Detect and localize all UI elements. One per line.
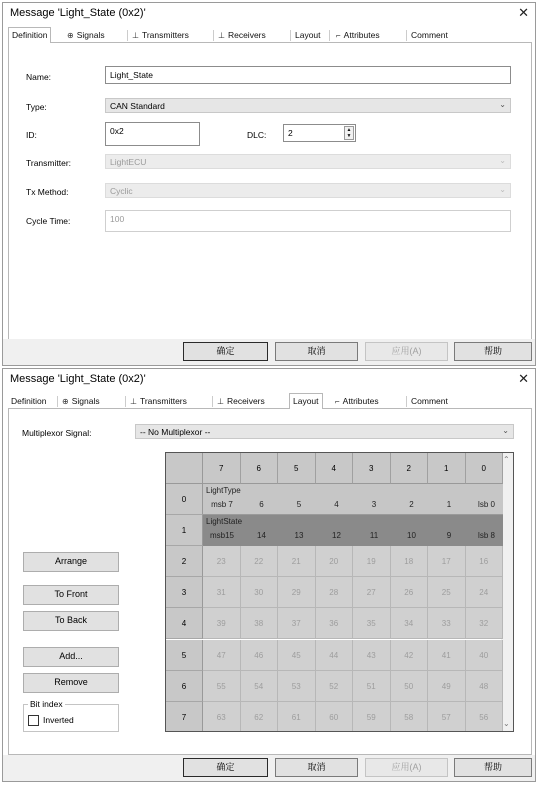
title-bar: [3, 3, 535, 25]
bit-cell[interactable]: 17: [428, 546, 466, 577]
tab-attributes[interactable]: [332, 395, 382, 409]
dlc-label: DLC:: [247, 130, 267, 140]
tab-receivers[interactable]: [214, 395, 268, 409]
tab-label: Signals: [76, 30, 105, 40]
column-header: 0: [466, 453, 504, 484]
dlc-value: 2: [288, 128, 293, 138]
bit-cell[interactable]: 57: [428, 702, 466, 732]
to-back-button[interactable]: To Back: [23, 611, 119, 631]
bit-cell[interactable]: 19: [353, 546, 391, 577]
transmitter-select: [105, 154, 511, 169]
multiplexor-select[interactable]: [135, 424, 514, 439]
column-header: 4: [316, 453, 354, 484]
bit-index-label: Bit index: [30, 699, 63, 709]
bit-cell[interactable]: 44: [316, 640, 354, 671]
bit-cell[interactable]: 52: [316, 671, 354, 702]
signal-bit-label: 4: [334, 500, 339, 509]
bit-cell[interactable]: 63: [203, 702, 241, 732]
row-header: 0: [166, 484, 203, 515]
tab-strip: [8, 27, 532, 43]
tab-receivers[interactable]: [215, 29, 269, 43]
tab-comment[interactable]: [408, 29, 451, 43]
to-front-button[interactable]: To Front: [23, 585, 119, 605]
bit-cell[interactable]: 21: [278, 546, 316, 577]
tab-definition[interactable]: [8, 395, 49, 409]
tab-label: Receivers: [227, 30, 266, 40]
signal-bit-label: 6: [259, 500, 264, 509]
signal-bit-label: msb 7: [211, 500, 233, 509]
signal-bit-label: 10: [407, 531, 416, 541]
scroll-down-icon[interactable]: ⌄: [503, 719, 510, 728]
signal-bit-label: lsb 0: [478, 500, 495, 509]
help-button[interactable]: 帮助: [454, 758, 532, 777]
signal-name: LightType: [206, 486, 241, 495]
signal-bit-label: 12: [332, 531, 341, 541]
bit-cell[interactable]: 26: [391, 577, 429, 608]
bit-cell[interactable]: 49: [428, 671, 466, 702]
transmitter-label: Transmitter:: [26, 158, 72, 168]
bit-cell[interactable]: 29: [278, 577, 316, 608]
tab-label: Attributes: [343, 30, 380, 40]
bit-cell[interactable]: 20: [316, 546, 354, 577]
bit-cell[interactable]: 60: [316, 702, 354, 732]
signal-bit-label: msb15: [209, 531, 234, 541]
receivers-icon: ⊥: [218, 31, 225, 40]
tab-label: Comment: [411, 30, 448, 40]
row-header: 1: [166, 515, 203, 546]
multiplexor-value: -- No Multiplexor --: [140, 427, 211, 437]
bit-cell[interactable]: 47: [203, 640, 241, 671]
tab-signals[interactable]: [59, 395, 103, 409]
signal-bit-label: 9: [446, 531, 452, 541]
tab-label: Transmitters: [141, 30, 189, 40]
signal-bit-label: lsb 8: [478, 531, 495, 541]
bit-cell[interactable]: 36: [316, 608, 354, 639]
signal-bit-label: 14: [257, 531, 266, 541]
bit-cell[interactable]: 37: [278, 608, 316, 639]
txmethod-value: Cyclic: [110, 186, 133, 196]
chevron-down-icon: ⌄: [499, 156, 506, 165]
tab-layout[interactable]: [289, 393, 323, 410]
close-icon[interactable]: ✕: [518, 5, 529, 20]
bit-cell[interactable]: 53: [278, 671, 316, 702]
spin-down-icon[interactable]: ▼: [346, 133, 352, 139]
tab-layout[interactable]: [292, 29, 324, 43]
receivers-icon: ⊥: [217, 397, 224, 406]
id-input[interactable]: 0x2: [105, 122, 200, 146]
tab-label: Layout: [293, 396, 319, 406]
column-header: 1: [428, 453, 466, 484]
ok-button[interactable]: 确定: [183, 342, 268, 361]
bit-cell[interactable]: 16: [466, 546, 504, 577]
dialog-title: Message 'Light_State (0x2)': [10, 7, 146, 19]
txmethod-label: Tx Method:: [26, 187, 69, 197]
signal-bit-label: 13: [294, 531, 304, 541]
bit-cell[interactable]: 33: [428, 608, 466, 639]
signal-name: LightState: [206, 517, 243, 527]
close-icon[interactable]: ✕: [518, 371, 529, 386]
row-header: 5: [166, 640, 203, 671]
tab-label: Definition: [11, 396, 47, 406]
bit-cell[interactable]: 25: [428, 577, 466, 608]
bit-cell[interactable]: 23: [203, 546, 241, 577]
bit-cell[interactable]: 31: [203, 577, 241, 608]
title-bar: [3, 369, 535, 391]
signal-bit-label: 3: [371, 500, 377, 509]
remove-button[interactable]: Remove: [23, 673, 119, 693]
inverted-checkbox[interactable]: [28, 715, 39, 726]
signal-bit-label: 2: [409, 500, 414, 509]
bit-cell[interactable]: 28: [316, 577, 354, 608]
cancel-button[interactable]: 取消: [275, 342, 358, 361]
name-input[interactable]: Light_State: [105, 66, 511, 84]
message-dialog-definition: [2, 2, 536, 366]
add-button[interactable]: Add...: [23, 647, 119, 667]
column-header: 5: [278, 453, 316, 484]
type-value: CAN Standard: [110, 101, 165, 111]
chevron-down-icon: ⌄: [502, 426, 509, 435]
transmitters-icon: ⊥: [130, 397, 137, 406]
ok-button[interactable]: 确定: [183, 758, 268, 777]
chevron-down-icon: ⌄: [499, 100, 506, 109]
tab-transmitters[interactable]: [127, 395, 190, 409]
row-header: 4: [166, 608, 203, 639]
signals-icon: ⊕: [62, 397, 69, 406]
dialog-footer: [3, 755, 535, 781]
tab-label: Attributes: [342, 396, 379, 406]
transmitter-value: LightECU: [110, 157, 147, 167]
inverted-label: Inverted: [43, 715, 74, 725]
bit-cell[interactable]: 32: [466, 608, 504, 639]
apply-button: 应用(A): [365, 342, 448, 361]
bit-cell[interactable]: 58: [391, 702, 429, 732]
txmethod-select: [105, 183, 511, 198]
bit-cell[interactable]: 51: [353, 671, 391, 702]
bit-cell[interactable]: 24: [466, 577, 504, 608]
cycletime-input: 100: [105, 210, 511, 232]
bit-cell[interactable]: 42: [391, 640, 429, 671]
dlc-stepper[interactable]: [283, 124, 356, 142]
bit-cell[interactable]: 27: [353, 577, 391, 608]
bit-cell[interactable]: 39: [203, 608, 241, 639]
tab-label: Transmitters: [139, 396, 187, 406]
signal-bit-label: 5: [296, 500, 302, 509]
bit-cell[interactable]: 56: [466, 702, 504, 732]
type-select[interactable]: [105, 98, 511, 113]
signal-bit-label: 11: [369, 531, 379, 541]
tab-label: Layout: [295, 30, 321, 40]
bit-cell[interactable]: 41: [428, 640, 466, 671]
bit-cell[interactable]: 34: [391, 608, 429, 639]
row-header: 6: [166, 671, 203, 702]
transmitters-icon: ⊥: [132, 31, 139, 40]
bit-cell[interactable]: 22: [241, 546, 279, 577]
chevron-down-icon: ⌄: [499, 185, 506, 194]
row-header: 3: [166, 577, 203, 608]
attributes-icon: ⌐: [335, 397, 340, 406]
dlc-spin-buttons[interactable]: [344, 126, 354, 140]
bit-cell[interactable]: 55: [203, 671, 241, 702]
cycletime-label: Cycle Time:: [26, 216, 71, 226]
bit-cell[interactable]: 30: [241, 577, 279, 608]
scroll-up-icon[interactable]: ⌃: [503, 455, 510, 464]
tab-transmitters[interactable]: [129, 29, 192, 43]
row-header: 7: [166, 702, 203, 732]
attributes-icon: ⌐: [336, 31, 341, 40]
bit-cell[interactable]: 35: [353, 608, 391, 639]
bit-cell[interactable]: 62: [241, 702, 279, 732]
spin-up-icon[interactable]: ▲: [346, 127, 352, 133]
tab-label: Signals: [71, 396, 100, 406]
layout-grid[interactable]: [165, 452, 514, 732]
signal-bit-label: 1: [446, 500, 452, 509]
name-label: Name:: [26, 72, 52, 82]
dialog-title: Message 'Light_State (0x2)': [10, 373, 146, 385]
bit-cell[interactable]: 18: [391, 546, 429, 577]
bit-cell[interactable]: 38: [241, 608, 279, 639]
arrange-button[interactable]: Arrange: [23, 552, 119, 572]
grid-corner: [166, 453, 203, 484]
tab-definition[interactable]: [8, 27, 51, 44]
bit-cell[interactable]: 50: [391, 671, 429, 702]
tab-strip: [8, 393, 532, 409]
bit-cell[interactable]: 46: [241, 640, 279, 671]
bit-cell[interactable]: 48: [466, 671, 504, 702]
bit-cell[interactable]: 61: [278, 702, 316, 732]
tab-label: Definition: [12, 30, 48, 40]
column-header: 2: [391, 453, 429, 484]
dialog-footer: [3, 339, 535, 365]
tab-attributes[interactable]: [333, 29, 383, 43]
id-label: ID:: [26, 130, 37, 140]
multiplexor-label: Multiplexor Signal:: [22, 428, 92, 438]
bit-cell[interactable]: 43: [353, 640, 391, 671]
bit-cell[interactable]: 59: [353, 702, 391, 732]
type-label: Type:: [26, 102, 47, 112]
column-header: 3: [353, 453, 391, 484]
column-header: 7: [203, 453, 241, 484]
apply-button: 应用(A): [365, 758, 448, 777]
bit-cell[interactable]: 54: [241, 671, 279, 702]
tab-signals[interactable]: [64, 29, 108, 43]
bit-cell[interactable]: 45: [278, 640, 316, 671]
tab-label: Comment: [411, 396, 448, 406]
tab-comment[interactable]: [408, 395, 451, 409]
help-button[interactable]: 帮助: [454, 342, 532, 361]
tab-label: Receivers: [226, 396, 265, 406]
signals-icon: ⊕: [67, 31, 74, 40]
row-header: 2: [166, 546, 203, 577]
cancel-button[interactable]: 取消: [275, 758, 358, 777]
bit-cell[interactable]: 40: [466, 640, 504, 671]
signal-bar-lightstate[interactable]: [203, 515, 503, 547]
signal-bar-lighttype[interactable]: [203, 484, 503, 515]
bit-index-group: [23, 699, 119, 732]
column-header: 6: [241, 453, 279, 484]
